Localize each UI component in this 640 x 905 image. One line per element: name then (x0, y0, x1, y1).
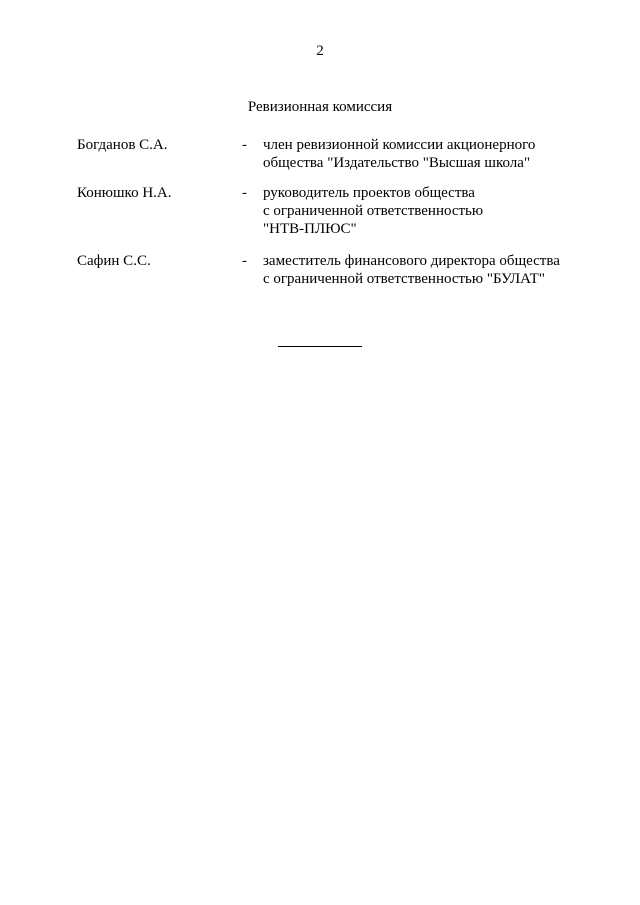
member-role-line: с ограниченной ответственностью "БУЛАТ" (263, 271, 545, 287)
member-row (77, 252, 597, 288)
member-role (263, 184, 593, 238)
member-name: Богданов С.А. (77, 137, 168, 153)
members-list (77, 136, 597, 288)
member-dash: - (242, 137, 247, 153)
page-number: 2 (316, 43, 324, 59)
member-role (263, 252, 593, 288)
member-role-line: общества "Издательство "Высшая школа" (263, 155, 531, 171)
member-role-line: член ревизионной комиссии акционерного (263, 137, 536, 153)
member-name: Сафин С.С. (77, 253, 151, 269)
end-of-list-rule (278, 346, 362, 347)
section-title: Ревизионная комиссия (247, 99, 393, 115)
member-role-line: руководитель проектов общества (263, 185, 475, 201)
member-row (77, 136, 597, 172)
member-row (77, 184, 597, 238)
member-role-line: с ограниченной ответственностью (263, 203, 484, 219)
member-role (263, 136, 593, 172)
member-name: Конюшко Н.А. (77, 185, 172, 201)
member-dash: - (242, 253, 247, 269)
member-role-line: заместитель финансового директора общества (263, 253, 560, 269)
member-role-line: "НТВ-ПЛЮС" (263, 221, 357, 237)
member-dash: - (242, 185, 247, 201)
